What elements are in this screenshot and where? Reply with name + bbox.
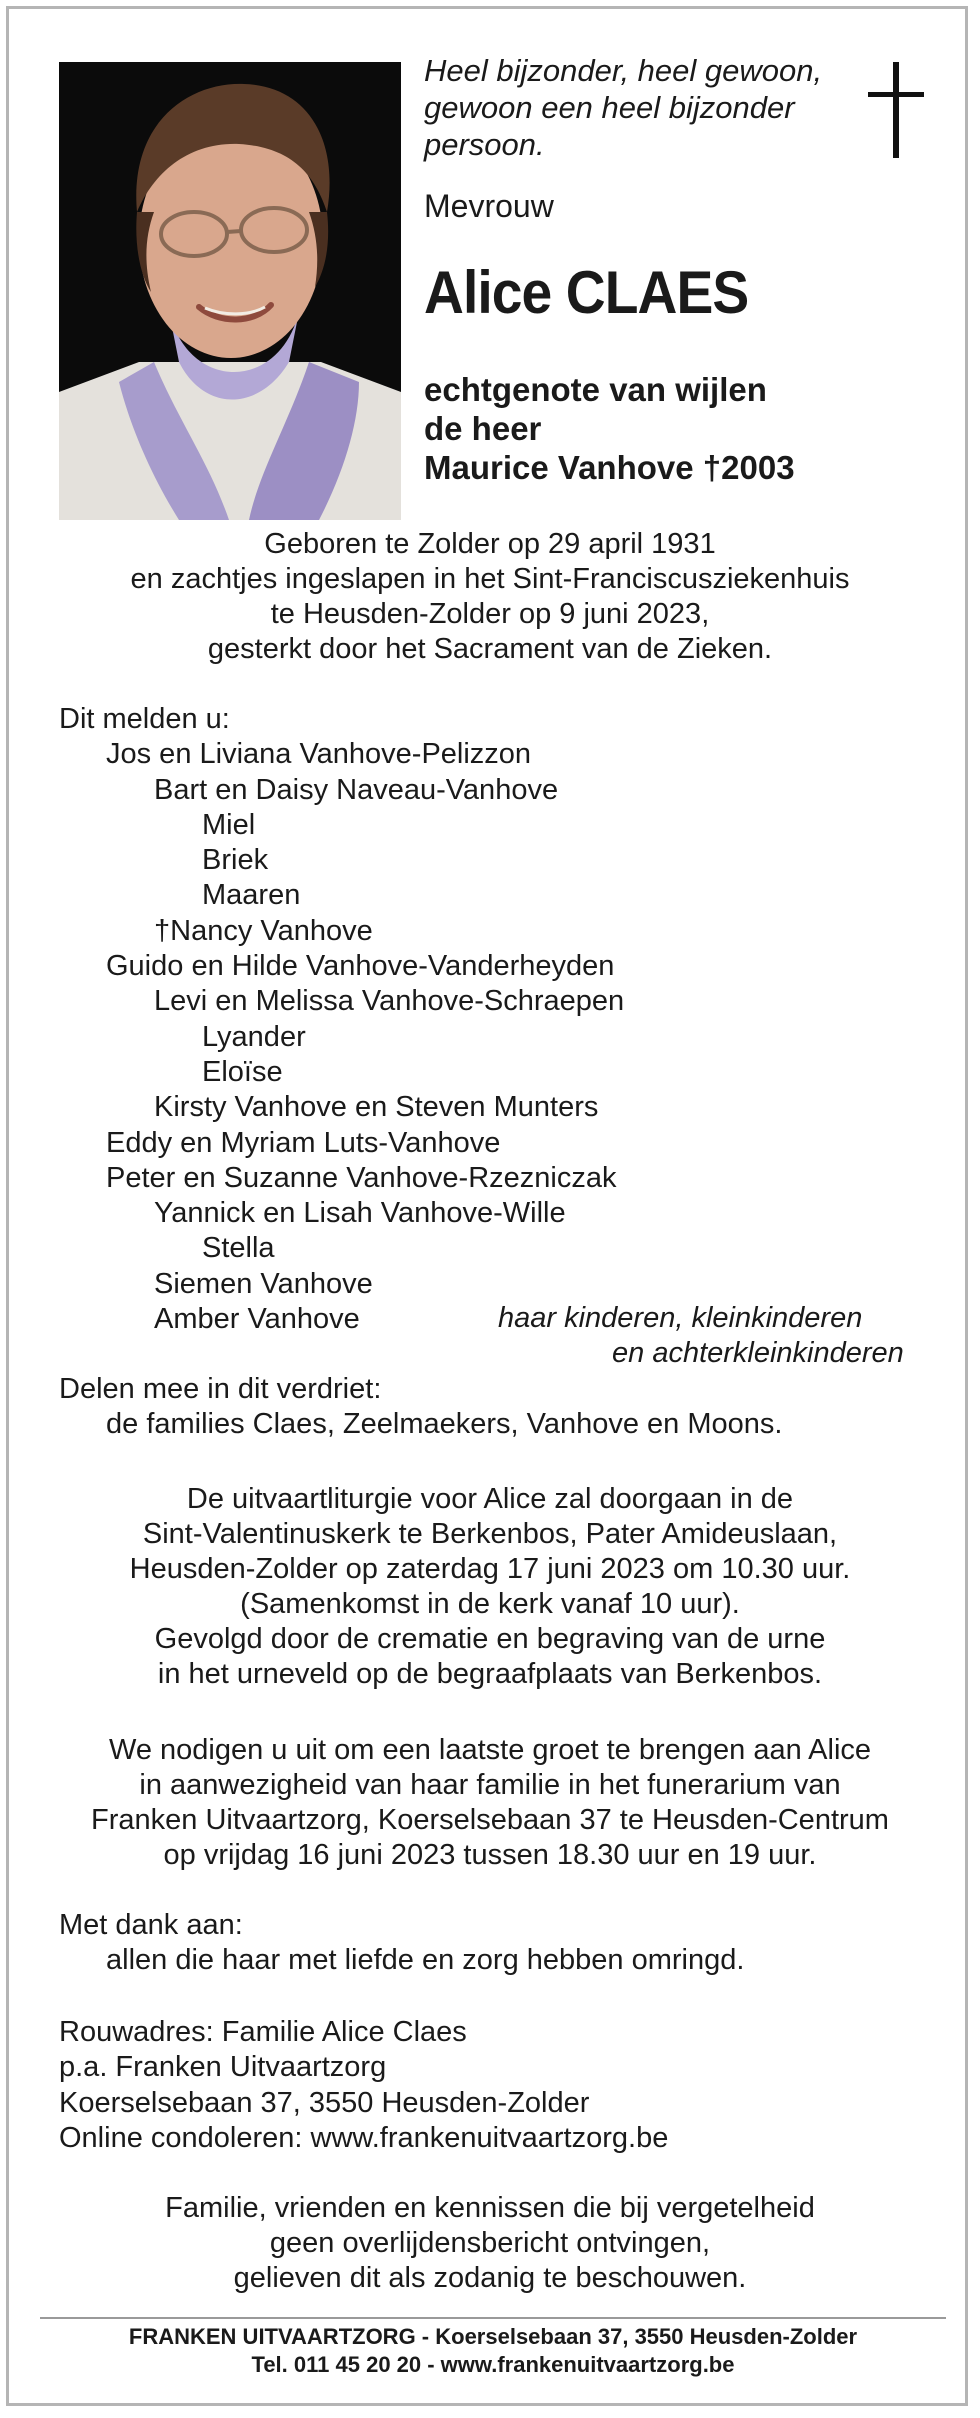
- family-member: Miel: [202, 808, 256, 841]
- family-member: Kirsty Vanhove en Steven Munters: [154, 1091, 599, 1124]
- funeral-info: De uitvaartliturgie voor Alice zal doorgaan in de Sint-Valentinuskerk te Berkenbos, Pater Amideuslaan, Heusden-Zolder op zaterdag 17 juni 2023 om 10.30 uur. (Samenkomst in de kerk vanaf 10 uur). Gevolgd door de crematie en begraving van de urne in het urneveld op de begraafplaats van Berkenbos.: [129, 1483, 851, 1690]
- birth-death-info: Geboren te Zolder op 29 april 1931 en zachtjes ingeslapen in het Sint-Franciscusziekenhuis te Heusden-Zolder op 9 juni 2023, gesterkt door het Sacrament van de Zieken.: [130, 528, 850, 665]
- family-member: †Nancy Vanhove: [154, 914, 373, 947]
- spouse-info: echtgenote van wijlen de heer Maurice Vanhove †2003: [424, 371, 795, 486]
- share-section: [59, 1372, 939, 1443]
- family-member: Amber Vanhove: [154, 1303, 360, 1336]
- family-member: Yannick en Lisah Vanhove-Wille: [154, 1197, 566, 1230]
- thanks-section: [59, 1908, 939, 1979]
- family-list: [59, 702, 939, 1337]
- salutation: Mevrouw: [424, 188, 554, 224]
- family-member: Guido en Hilde Vanhove-Vanderheyden: [106, 950, 615, 983]
- family-member: Stella: [202, 1232, 275, 1265]
- signature-line-2: en achterkleinkinderen: [612, 1337, 904, 1369]
- deceased-name: Alice CLAES: [424, 259, 749, 326]
- family-member: Eddy en Myriam Luts-Vanhove: [106, 1126, 501, 1159]
- family-member: Bart en Daisy Naveau-Vanhove: [154, 773, 559, 806]
- family-member: Lyander: [202, 1020, 306, 1053]
- family-member: Levi en Melissa Vanhove-Schraepen: [154, 985, 625, 1018]
- announce-label: Dit melden u:: [59, 703, 230, 735]
- footer-divider: [40, 2317, 946, 2319]
- family-member: Peter en Suzanne Vanhove-Rzezniczak: [106, 1161, 617, 1194]
- address-section: Rouwadres: Familie Alice Claes p.a. Franken Uitvaartzorg Koerselsebaan 37, 3550 Heusden-Zolder Online condoleren: www.frankenuitvaartzorg.be: [59, 2016, 669, 2154]
- share-families: de families Claes, Zeelmaekers, Vanhove en Moons.: [106, 1408, 783, 1441]
- family-member: Eloïse: [202, 1055, 283, 1088]
- family-member: Briek: [202, 844, 269, 877]
- motto: Heel bijzonder, heel gewoon, gewoon een heel bijzonder persoon.: [424, 53, 823, 162]
- thanks-label: Met dank aan:: [59, 1909, 243, 1941]
- visit-info: We nodigen u uit om een laatste groet te brengen aan Alice in aanwezigheid van haar familie in het funerarium van Franken Uitvaartzorg, Koerselsebaan 37 te Heusden-Centrum op vrijdag 16 juni 2023 tussen 18.30 uur en 19 uur.: [91, 1734, 889, 1871]
- portrait-photo: [59, 62, 401, 520]
- cross-icon: [868, 62, 924, 158]
- thanks-text: allen die haar met liefde en zorg hebben omringd.: [106, 1944, 745, 1977]
- signature-line-1: haar kinderen, kleinkinderen: [498, 1302, 863, 1334]
- share-label: Delen mee in dit verdriet:: [59, 1373, 382, 1405]
- funeral-home-footer: FRANKEN UITVAARTZORG - Koerselsebaan 37, 3550 Heusden-Zolder Tel. 011 45 20 20 - www.frankenuitvaartzorg.be: [128, 2324, 858, 2377]
- family-member: Jos en Liviana Vanhove-Pelizzon: [106, 738, 532, 771]
- family-member: Siemen Vanhove: [154, 1267, 373, 1300]
- closing-note: Familie, vrienden en kennissen die bij vergetelheid geen overlijdensbericht ontvingen, gelieven dit als zodanig te beschouwen.: [165, 2192, 815, 2294]
- family-member: Maaren: [202, 879, 301, 912]
